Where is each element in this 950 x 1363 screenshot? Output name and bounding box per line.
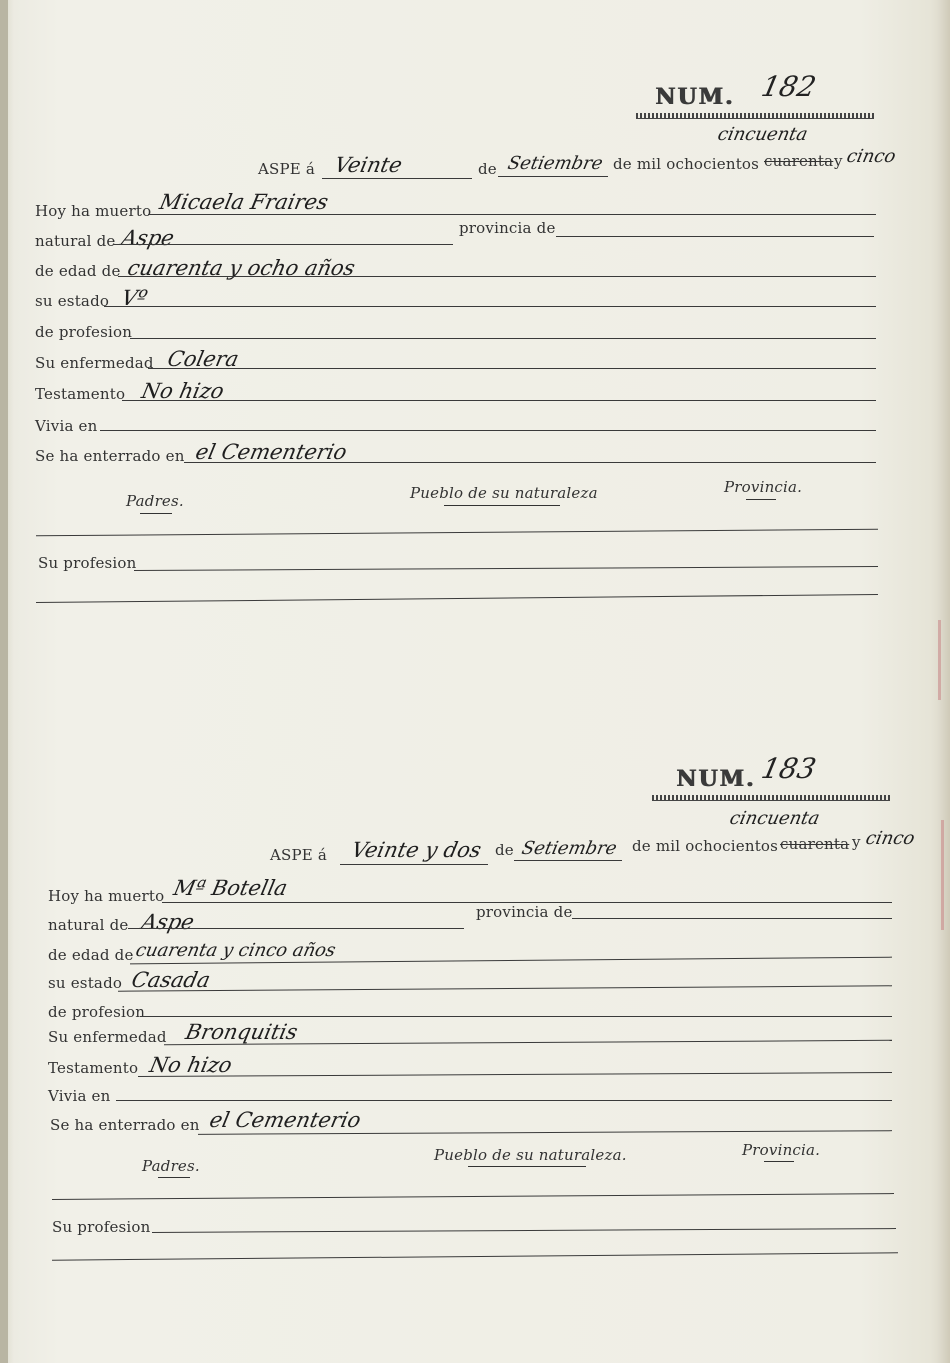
red-mark xyxy=(938,620,941,700)
line-closing xyxy=(36,594,878,603)
de-label: de xyxy=(478,160,497,178)
value-muerto: Micaela Fraires xyxy=(157,190,331,214)
pueblo-underline xyxy=(444,505,560,506)
value-estado: Vº xyxy=(119,286,150,310)
month-line xyxy=(514,860,622,861)
day-value: Veinte y dos xyxy=(349,838,484,862)
year-correction: cincuenta xyxy=(715,124,810,145)
year-correction: cincuenta xyxy=(727,808,822,829)
label-edad: de edad de xyxy=(48,946,134,964)
label-enfermedad: Su enfermedad xyxy=(35,354,154,372)
provincia2-underline xyxy=(764,1161,794,1162)
value-enterrado: el Cementerio xyxy=(207,1108,364,1132)
line-natural xyxy=(113,244,453,245)
month-value: Setiembre xyxy=(505,153,605,174)
label-edad: de edad de xyxy=(35,262,121,280)
town-label: ASPE á xyxy=(258,160,316,178)
label-profesion: de profesion xyxy=(48,1003,146,1021)
line-su-profesion xyxy=(134,566,878,571)
line-estado xyxy=(104,306,876,307)
provincia2-underline xyxy=(746,499,776,500)
line-enfermedad xyxy=(148,368,876,369)
town-label: ASPE á xyxy=(270,846,328,864)
binding-edge xyxy=(0,0,8,1363)
label-enterrado: Se ha enterrado en xyxy=(50,1116,200,1134)
line-muerto xyxy=(148,214,876,215)
label-padres: Padres. xyxy=(142,1157,200,1175)
day-line xyxy=(322,178,472,179)
value-enfermedad: Bronquitis xyxy=(183,1020,300,1044)
padres-underline xyxy=(158,1177,190,1178)
line-profesion xyxy=(140,1016,892,1017)
label-pueblo: Pueblo de su naturaleza. xyxy=(434,1146,627,1164)
value-estado: Casada xyxy=(129,968,213,992)
line-profesion xyxy=(130,338,876,339)
label-provincia2: Provincia. xyxy=(742,1141,821,1159)
label-testamento: Testamento xyxy=(35,385,126,403)
year-prefix: de mil ochocientos xyxy=(613,155,760,173)
value-enfermedad: Colera xyxy=(165,347,241,371)
value-edad: cuarenta y cinco años xyxy=(133,940,338,961)
label-hoy: Hoy ha muerto xyxy=(35,202,152,220)
day-value: Veinte xyxy=(332,153,405,177)
line-closing xyxy=(52,1252,898,1260)
line-padres xyxy=(36,529,878,537)
label-profesion: de profesion xyxy=(35,323,133,341)
year-prefix: de mil ochocientos xyxy=(632,837,779,855)
label-estado: su estado xyxy=(48,974,123,992)
padres-underline xyxy=(140,513,172,514)
value-edad: cuarenta y ocho años xyxy=(125,256,358,280)
value-natural: Aspe xyxy=(119,226,177,250)
label-pueblo: Pueblo de su naturaleza xyxy=(410,484,598,502)
line-padres xyxy=(52,1193,894,1200)
line-su-profesion xyxy=(152,1228,896,1233)
label-padres: Padres. xyxy=(126,492,184,510)
line-testamento xyxy=(138,1072,892,1077)
label-provincia: provincia de xyxy=(476,903,573,921)
year-y: y xyxy=(852,833,861,851)
label-su-profesion: Su profesion xyxy=(52,1218,151,1236)
label-hoy: Hoy ha muerto xyxy=(48,887,165,905)
value-testamento: No hizo xyxy=(139,379,227,403)
num-label: NUM. xyxy=(676,766,756,792)
de-label: de xyxy=(495,841,514,859)
line-provincia xyxy=(572,918,892,919)
red-mark xyxy=(941,820,944,930)
year-unit: cinco xyxy=(844,146,898,167)
pueblo-underline xyxy=(468,1166,586,1167)
label-enterrado: Se ha enterrado en xyxy=(35,447,185,465)
label-natural: natural de xyxy=(48,916,129,934)
line-provincia xyxy=(556,236,874,237)
num-ornament xyxy=(636,113,874,119)
value-muerto: Mª Botella xyxy=(171,876,290,900)
year-y: y xyxy=(834,152,843,170)
label-enfermedad: Su enfermedad xyxy=(48,1028,167,1046)
label-provincia2: Provincia. xyxy=(724,478,803,496)
label-vivia: Vivia en xyxy=(35,417,98,435)
line-vivia xyxy=(100,430,876,431)
label-su-profesion: Su profesion xyxy=(38,554,137,572)
label-testamento: Testamento xyxy=(48,1059,139,1077)
month-value: Setiembre xyxy=(519,838,619,859)
line-estado xyxy=(118,985,892,991)
value-natural: Aspe xyxy=(139,910,197,934)
line-vivia xyxy=(116,1100,892,1101)
value-enterrado: el Cementerio xyxy=(193,440,350,464)
num-value: 183 xyxy=(758,752,819,785)
num-ornament xyxy=(652,795,890,801)
num-value: 182 xyxy=(758,70,819,103)
month-line xyxy=(498,176,608,177)
label-provincia: provincia de xyxy=(459,219,556,237)
year-struck: cuarenta xyxy=(780,835,850,853)
label-natural: natural de xyxy=(35,232,116,250)
num-label: NUM. xyxy=(655,84,735,110)
year-unit: cinco xyxy=(863,828,917,849)
day-line xyxy=(340,864,488,865)
line-natural xyxy=(128,928,464,929)
year-struck: cuarenta xyxy=(764,152,834,170)
line-edad xyxy=(118,276,876,277)
line-enterrado xyxy=(184,462,876,463)
label-estado: su estado xyxy=(35,292,110,310)
value-testamento: No hizo xyxy=(147,1053,235,1077)
line-testamento xyxy=(122,400,876,401)
label-vivia: Vivia en xyxy=(48,1087,111,1105)
